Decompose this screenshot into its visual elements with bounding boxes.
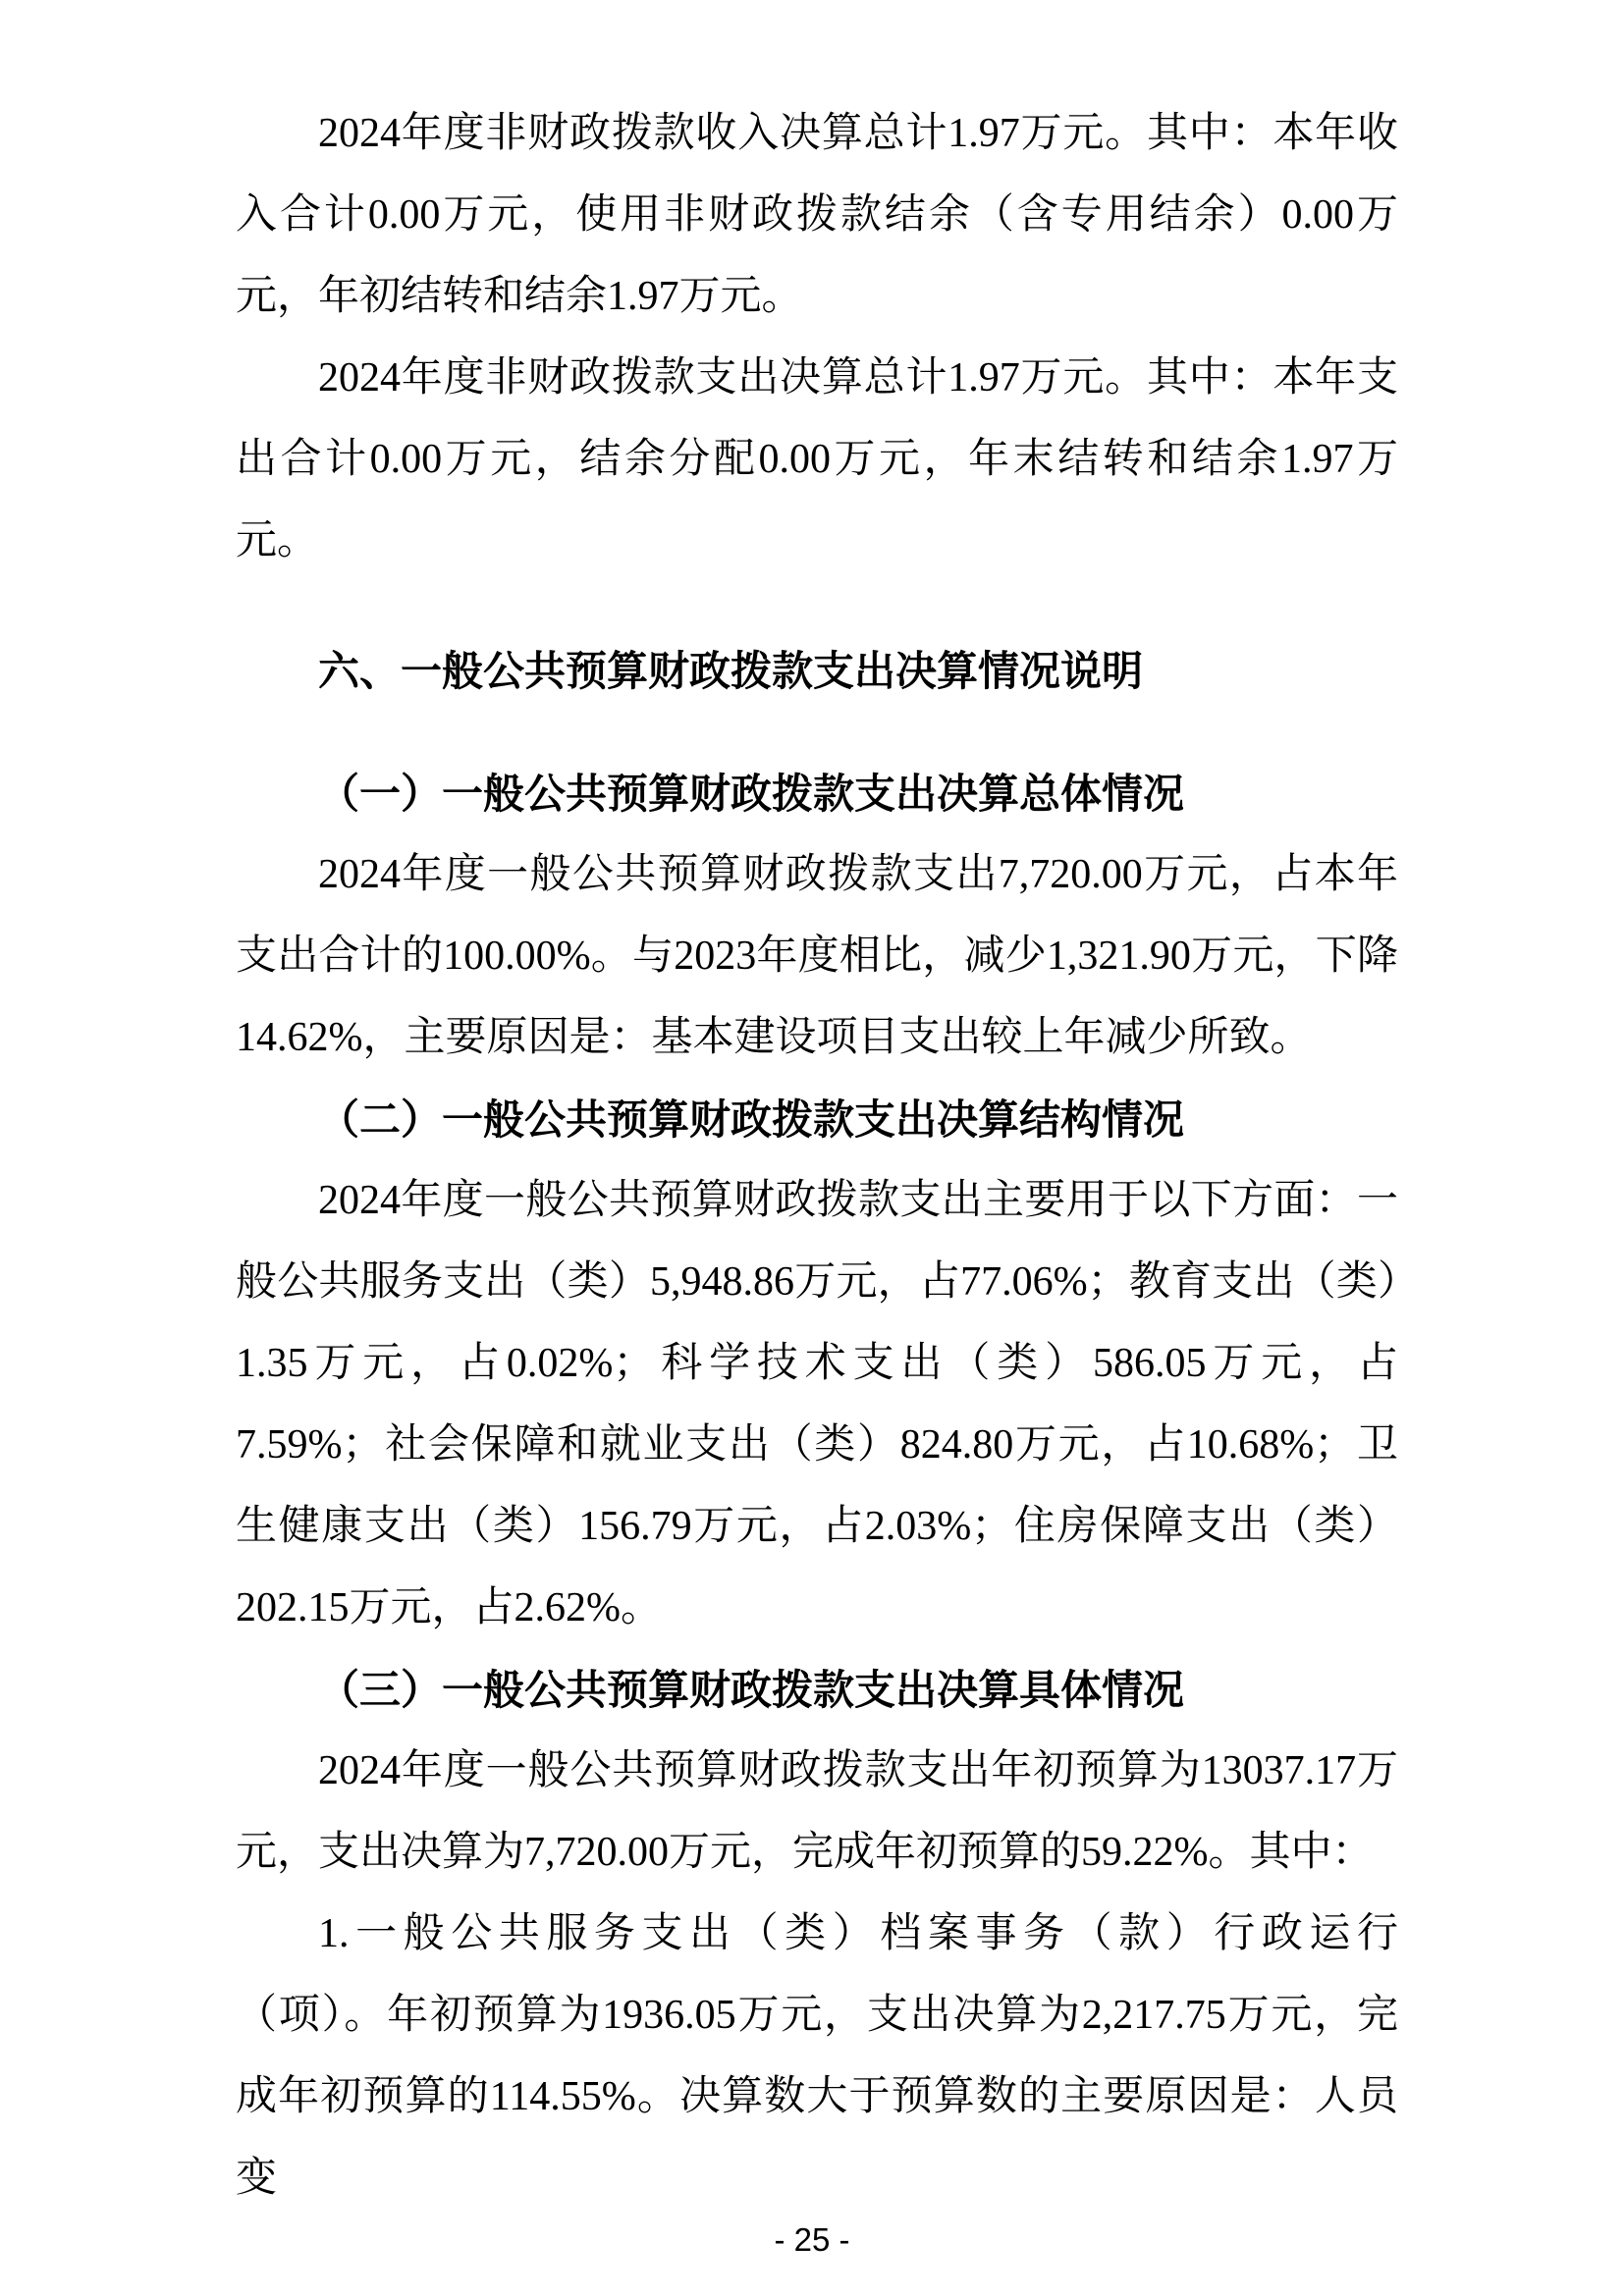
document-content [236,93,1398,2219]
page-number: - 25 - [774,2221,850,2258]
paragraph-specific-situation: 2024年度一般公共预算财政拨款支出年初预算为13037.17万元，支出决算为7,720.00万元，完成年初预算的59.22%。其中： [236,1748,1398,1875]
paragraph-item-1-general-public-service: 1.一般公共服务支出（类）档案事务（款）行政运行（项）。年初预算为1936.05万元，支出决算为2,217.75万元，完成年初预算的114.55%。决算数大于预算数的主要原因是：人员变 [236,1911,1398,2201]
paragraph-nonfiscal-income: 2024年度非财政拨款收入决算总计1.97万元。其中：本年收入合计0.00万元，使用非财政拨款结余（含专用结余）0.00万元，年初结转和结余1.97万元。 [236,111,1398,319]
paragraph-nonfiscal-expenditure: 2024年度非财政拨款支出决算总计1.97万元。其中：本年支出合计0.00万元，结余分配0.00万元，年末结转和结余1.97万元。 [236,355,1398,563]
subsection-heading-one: （一）一般公共预算财政拨款支出决算总体情况 [318,771,1185,817]
section-heading-six: 六、一般公共预算财政拨款支出决算情况说明 [318,648,1144,694]
paragraph-structure-situation: 2024年度一般公共预算财政拨款支出主要用于以下方面：一般公共服务支出（类）5,948.86万元，占77.06%；教育支出（类）1.35万元，占0.02%；科学技术支出（类）586.05万元，占7.59%；社会保障和就业支出（类）824.80万元，占10.68%；卫生健康支出（类）156.79万元，占2.03%；住房保障支出（类）202.15万元，占2.62%。 [236,1178,1398,1630]
subsection-heading-three: （三）一般公共预算财政拨款支出决算具体情况 [318,1667,1185,1713]
paragraph-overall-situation: 2024年度一般公共预算财政拨款支出7,720.00万元，占本年支出合计的100.00%。与2023年度相比，减少1,321.90万元，下降14.62%，主要原因是：基本建设项目支出较上年减少所致。 [236,852,1398,1060]
subsection-heading-two: （二）一般公共预算财政拨款支出决算结构情况 [318,1096,1185,1143]
